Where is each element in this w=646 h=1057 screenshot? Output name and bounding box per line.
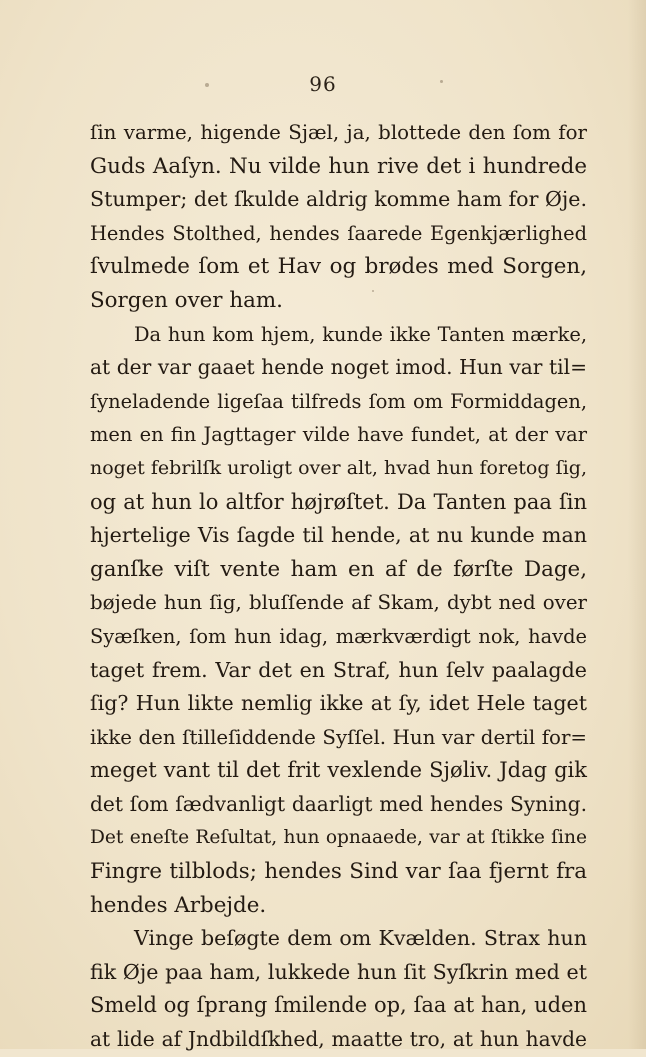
text-line: ikke den ſtilleſiddende Syſſel. Hun var dertil for=	[90, 725, 587, 749]
text-line: og at hun lo altfor højrøſtet. Da Tanten paa ſin	[90, 489, 587, 514]
text-line: ſin varme, higende Sjæl, ja, blottede den ſom for	[90, 121, 587, 144]
text-line: bøjede hun ſig, bluſſende af Skam, dybt ned over	[90, 591, 587, 615]
text-line: det ſom ſædvanligt daarligt med hendes Syning.	[90, 791, 587, 816]
text-line: ganſke viſt vente ham en af de førſte Dage,	[90, 556, 587, 582]
text-line: meget vant til det frit vexlende Sjøliv. Jdag gik	[90, 758, 587, 783]
text-line: Det eneſte Reſultat, hun opnaaede, var at ſtikke ſine	[90, 827, 587, 849]
body-text	[90, 116, 587, 1057]
text-line: ſyneladende ligeſaa tilfreds ſom om Formiddagen,	[90, 389, 587, 413]
text-line: Vinge beſøgte dem om Kvælden. Strax hun	[134, 926, 587, 951]
text-line: Fingre tilblods; hendes Sind var ſaa fjernt fra	[90, 859, 587, 885]
text-line: men en fin Jagttager vilde have fundet, at der var	[90, 423, 587, 447]
text-line: Da hun kom hjem, kunde ikke Tanten mærke,	[134, 322, 587, 346]
text-line: at lide af Jndbildſkhed, maatte tro, at hun havde	[90, 1027, 587, 1052]
text-line: fik Øje paa ham, lukkede hun ſit Syſkrin med et	[90, 959, 587, 984]
text-line: hjertelige Vis ſagde til hende, at nu kunde man	[90, 523, 587, 548]
text-line: ſvulmede ſom et Hav og brødes med Sorgen,	[90, 254, 587, 280]
text-line: Syæſken, ſom hun idag, mærkværdigt nok, havde	[90, 624, 587, 648]
text-line: noget febrilſk uroligt over alt, hvad hun foretog ſig,	[90, 456, 587, 479]
text-line: at der var gaaet hende noget imod. Hun var til=	[90, 355, 587, 380]
text-line: Stumper; det ſkulde aldrig komme ham for Øje.	[90, 187, 587, 212]
text-line: hendes Arbejde.	[90, 892, 267, 918]
page-number: 96	[309, 72, 337, 96]
text-line: Sorgen over ham.	[90, 287, 283, 313]
text-line: taget frem. Var det en Straf, hun ſelv paalagde	[90, 657, 587, 682]
page-edge-shadow	[628, 0, 646, 1049]
text-line: Smeld og ſprang ſmilende op, ſaa at han, uden	[90, 993, 587, 1018]
text-line: Guds Aaſyn. Nu vilde hun rive det i hundrede	[90, 153, 587, 179]
text-line: Hendes Stolthed, hendes ſaarede Egenkjærlighed	[90, 221, 587, 245]
text-line: ſig? Hun likte nemlig ikke at ſy, idet Hele taget	[90, 691, 587, 716]
